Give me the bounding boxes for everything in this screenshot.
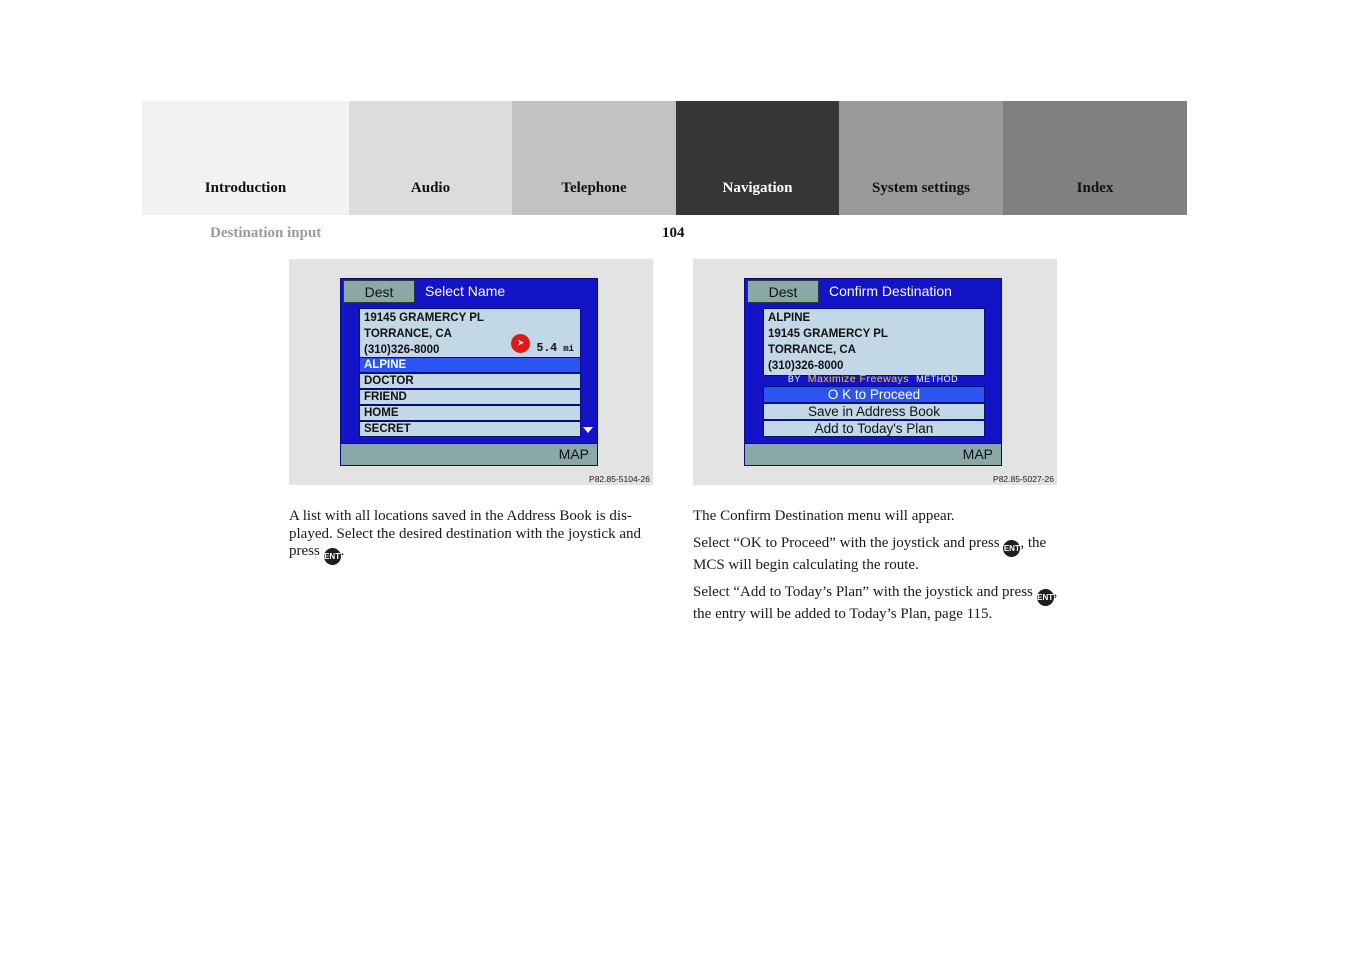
method-suffix: METHOD [916, 374, 959, 384]
tab-telephone-label: Telephone [561, 180, 627, 196]
address-line-2: TORRANCE, CA [364, 328, 452, 340]
tab-navigation-label: Navigation [722, 180, 793, 196]
screen-footer [341, 443, 597, 465]
address-line-2: TORRANCE, CA [768, 344, 856, 356]
confirm-options [763, 386, 985, 437]
screen-header [745, 279, 1001, 304]
add-to-todays-plan-option[interactable]: Add to Today's Plan [763, 420, 985, 437]
right-paragraph-2-text: Select “OK to Proceed” with the joystick and press [693, 535, 1004, 551]
nav-screen-select-name [340, 278, 598, 466]
list-item-alpine[interactable]: ALPINE [359, 357, 581, 373]
save-in-address-book-option[interactable]: Save in Address Book [763, 403, 985, 420]
ent-key-icon: ENT [1003, 540, 1020, 557]
figure-select-name [289, 259, 653, 485]
right-paragraph-2-end: , the MCS will begin calculating the route. [693, 535, 1047, 573]
compass-arrow-icon: ➤ [511, 334, 530, 353]
method-prefix: BY [787, 374, 801, 384]
map-button[interactable]: MAP [962, 446, 993, 462]
address-line-3: (310)326-8000 [768, 360, 844, 372]
destination-name: ALPINE [768, 312, 811, 324]
chapter-tab-bar [142, 101, 1187, 215]
right-paragraph-3 [693, 584, 1063, 624]
page-number: 104 [662, 225, 685, 241]
nav-screen-confirm-destination [744, 278, 1002, 466]
figure-code: P82.85-5104-26 [589, 474, 650, 484]
address-info-box [359, 308, 581, 360]
left-description [289, 508, 659, 575]
tab-telephone[interactable] [512, 101, 676, 215]
figure-code: P82.85-5027-26 [993, 474, 1054, 484]
screen-title: Select Name [425, 283, 506, 299]
left-paragraph [289, 508, 659, 565]
right-description [693, 508, 1063, 633]
right-paragraph-2 [693, 535, 1063, 575]
right-paragraph-3-end: , the entry will be added to Today’s Plan, page 115. [693, 584, 1058, 622]
left-paragraph-end: . [340, 543, 345, 559]
ok-to-proceed-option[interactable]: O K to Proceed [763, 386, 985, 403]
list-item-secret[interactable]: SECRET [359, 421, 581, 437]
dest-tab[interactable]: Dest [343, 280, 415, 303]
section-title: Destination input [210, 225, 322, 241]
tab-audio-label: Audio [410, 180, 451, 196]
tab-system-settings[interactable] [839, 101, 1003, 215]
scroll-down-arrow-icon[interactable] [583, 427, 593, 433]
figure-confirm-destination [693, 259, 1057, 485]
distance-value: 5.4 [536, 341, 558, 355]
method-value: Maximize Freeways [807, 373, 910, 385]
ent-key-icon: ENT [324, 548, 341, 565]
tab-introduction-label: Introduction [204, 180, 287, 196]
tab-introduction[interactable] [142, 101, 349, 215]
tab-index[interactable] [1003, 101, 1187, 215]
map-button[interactable]: MAP [558, 446, 589, 462]
distance-readout [511, 336, 574, 358]
tab-system-settings-label: System settings [872, 180, 970, 196]
route-method-line [745, 373, 1001, 385]
list-item-doctor[interactable]: DOCTOR [359, 373, 581, 389]
address-line-3: (310)326-8000 [364, 344, 440, 356]
screen-header [341, 279, 597, 304]
address-line-1: 19145 GRAMERCY PL [768, 328, 888, 340]
dest-tab[interactable]: Dest [747, 280, 819, 303]
address-book-list [359, 357, 581, 437]
list-item-home[interactable]: HOME [359, 405, 581, 421]
right-paragraph-3-text: Select “Add to Today’s Plan” with the joystick and press [693, 584, 1037, 600]
tab-audio[interactable] [349, 101, 512, 215]
screen-footer [745, 443, 1001, 465]
screen-title: Confirm Destination [829, 283, 952, 299]
destination-info-box [763, 308, 985, 376]
ent-key-icon: ENT [1037, 589, 1054, 606]
tab-index-label: Index [1076, 180, 1114, 196]
right-paragraph-1: The Confirm Destination menu will appear. [693, 508, 955, 524]
tab-navigation[interactable] [676, 101, 839, 215]
distance-unit: mi [563, 343, 574, 354]
list-item-friend[interactable]: FRIEND [359, 389, 581, 405]
address-line-1: 19145 GRAMERCY PL [364, 312, 484, 324]
left-paragraph-text: A list with all locations saved in the Address Book is dis-played. Select the desired destination with the joystick and press [289, 508, 641, 559]
